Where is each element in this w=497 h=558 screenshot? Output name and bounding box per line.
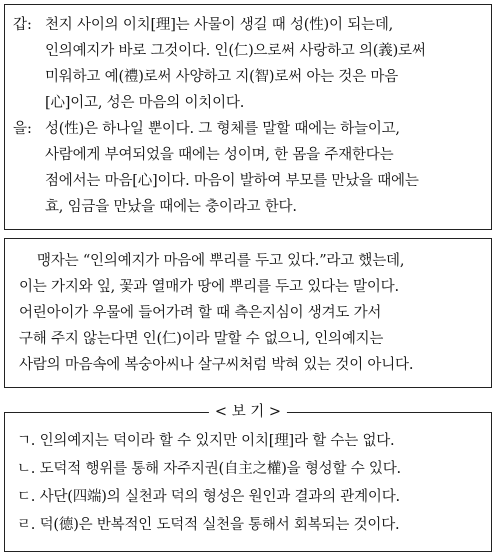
- eul-line-4: 효, 임금을 만났을 때에는 충이라고 한다.: [45, 199, 297, 215]
- bogi-item-3: ㄷ. 사단(四端)의 실천과 덕의 형성은 원인과 결과의 관계이다.: [17, 489, 400, 505]
- passage-box-mencius: [4, 238, 492, 388]
- bogi-title: < 보 기 >: [209, 402, 287, 422]
- mencius-line-3: 어린아이가 우물에 들어가려 할 때 측은지심이 생겨도 가서: [19, 305, 382, 321]
- bogi-item-2: ㄴ. 도덕적 행위를 통해 자주지권(自主之權)을 형성할 수 있다.: [17, 461, 401, 477]
- mencius-line-5: 사람의 마음속에 복숭아씨나 살구씨처럼 박혀 있는 것이 아니다.: [19, 357, 414, 373]
- mencius-line-4: 구해 주지 않는다면 인(仁)이라 말할 수 없으니, 인의예지는: [19, 331, 384, 347]
- mencius-line-1: 맹자는 “인의예지가 마음에 뿌리를 두고 있다.”라고 했는데,: [37, 253, 405, 269]
- eul-label: 을:: [13, 121, 32, 137]
- gap-line-3: 미워하고 예(禮)로써 사양하고 지(智)로써 아는 것은 마음: [45, 69, 399, 85]
- mencius-line-2: 이는 가지와 잎, 꽃과 열매가 땅에 뿌리를 두고 있다는 말이다.: [19, 279, 399, 295]
- gap-line-2: 인의예지가 바로 그것이다. 인(仁)으로써 사랑하고 의(義)로써: [45, 43, 426, 59]
- eul-line-2: 사람에게 부여되었을 때에는 성이며, 한 몸을 주재한다는: [45, 147, 394, 163]
- gap-line-4: [心]이고, 성은 마음의 이치이다.: [45, 95, 245, 111]
- eul-line-1: 성(性)은 하나일 뿐이다. 그 형체를 말할 때에는 하늘이고,: [45, 121, 400, 137]
- passage-box-gap-eul: [4, 4, 492, 230]
- bogi-box: [4, 404, 492, 552]
- bogi-item-4: ㄹ. 덕(德)은 반복적인 도덕적 실천을 통해서 회복되는 것이다.: [17, 517, 400, 533]
- gap-label: 갑:: [13, 17, 32, 33]
- eul-line-3: 점에서는 마음[心]이다. 마음이 발하여 부모를 만났을 때에는: [45, 173, 419, 189]
- gap-line-1: 천지 사이의 이치[理]는 사물이 생길 때 성(性)이 되는데,: [45, 17, 394, 33]
- bogi-item-1: ㄱ. 인의예지는 덕이라 할 수 있지만 이치[理]라 할 수는 없다.: [17, 433, 395, 449]
